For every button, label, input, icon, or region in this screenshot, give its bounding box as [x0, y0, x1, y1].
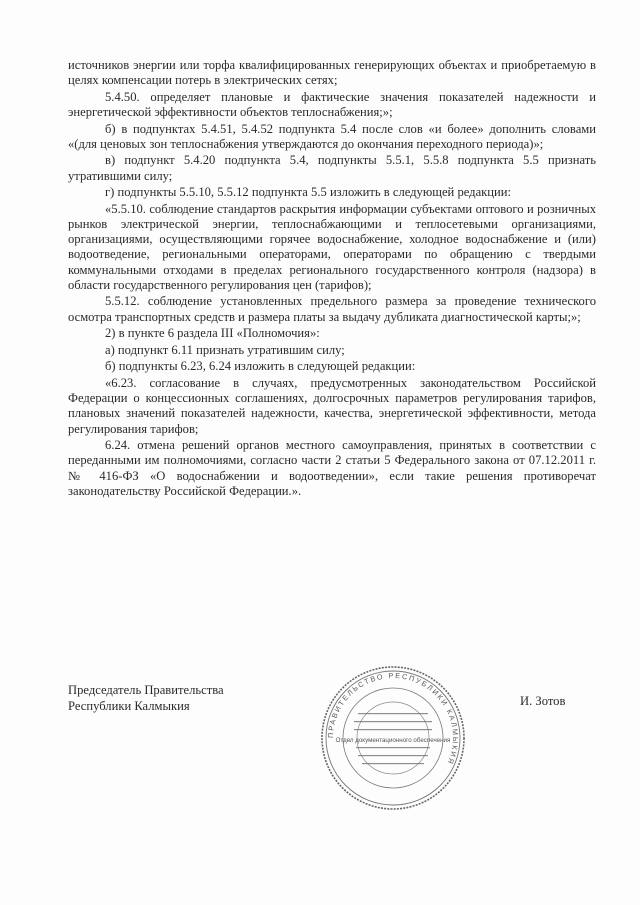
paragraph: «5.5.10. соблюдение стандартов раскрытия информации субъектами оптового и розничных рынков электрической энергии, теплоснабжающими и теплосетевыми организациями, организациями, осуществляющими горячее водоснабжение, холодное водоснабжение и (или) водоотведение, региональными операторами, операторами по обращению с твердыми коммунальными отходами в пределах регионального государственного контроля (надзора) в области государственного регулирования цен (тарифов); [68, 201, 596, 292]
signature-title-line1: Председатель Правительства [68, 683, 224, 697]
paragraph: 5.4.50. определяет плановые и фактические значения показателей надежности и энергетической эффективности объектов теплоснабжения;»; [68, 89, 596, 119]
paragraph: 2) в пункте 6 раздела III «Полномочия»: [105, 326, 320, 341]
paragraph: 5.5.12. соблюдение установленных предельного размера за проведение технического осмотра транспортных средств и размера платы за выдачу дубликата диагностической карты;»; [68, 294, 596, 324]
seal-center-text: Отдел документационного обеспечения [335, 737, 451, 744]
document-body [68, 58, 596, 500]
signature-name: И. Зотов [520, 694, 566, 708]
seal-outer-text: ПРАВИТЕЛЬСТВО РЕСПУБЛИКИ КАЛМЫКИЯ [325, 670, 461, 767]
signature-title-line2: Республики Калмыкия [68, 699, 190, 713]
signature-title [68, 682, 224, 714]
paragraph: а) подпункт 6.11 признать утратившим силу; [105, 342, 345, 357]
paragraph: в) подпункт 5.4.20 подпункта 5.4, подпункты 5.5.1, 5.5.8 подпункта 5.5 признать утратившими силу; [68, 153, 596, 183]
official-seal-stamp [318, 663, 468, 813]
paragraph: 6.24. отмена решений органов местного самоуправления, принятых в соответствии с переданными им полномочиями, согласно части 2 статьи 5 Федерального закона от 07.12.2011 г. № 416-ФЗ «О водоснабжении и водоотведении», если такие решения противоречат законодательству Российской Федерации.». [68, 438, 596, 498]
paragraph: «6.23. согласование в случаях, предусмотренных законодательством Российской Федерации о концессионных соглашениях, долгосрочных параметров регулирования тарифов, плановых значений показателей надежности, качества, энергетической эффективности, метода регулирования тарифов; [68, 375, 596, 436]
paragraph: источников энергии или торфа квалифицированных генерирующих объектах и приобретаемую в целях компенсации потерь в электрических сетях; [68, 58, 596, 88]
paragraph: б) в подпунктах 5.4.51, 5.4.52 подпункта 5.4 после слов «и более» дополнить словами «(для ценовых зон теплоснабжения утверждаются до окончания переходного периода)»; [68, 121, 596, 151]
paragraph: б) подпункты 6.23, 6.24 изложить в следующей редакции: [105, 359, 416, 374]
paragraph: г) подпункты 5.5.10, 5.5.12 подпункта 5.5 изложить в следующей редакции: [105, 185, 511, 200]
